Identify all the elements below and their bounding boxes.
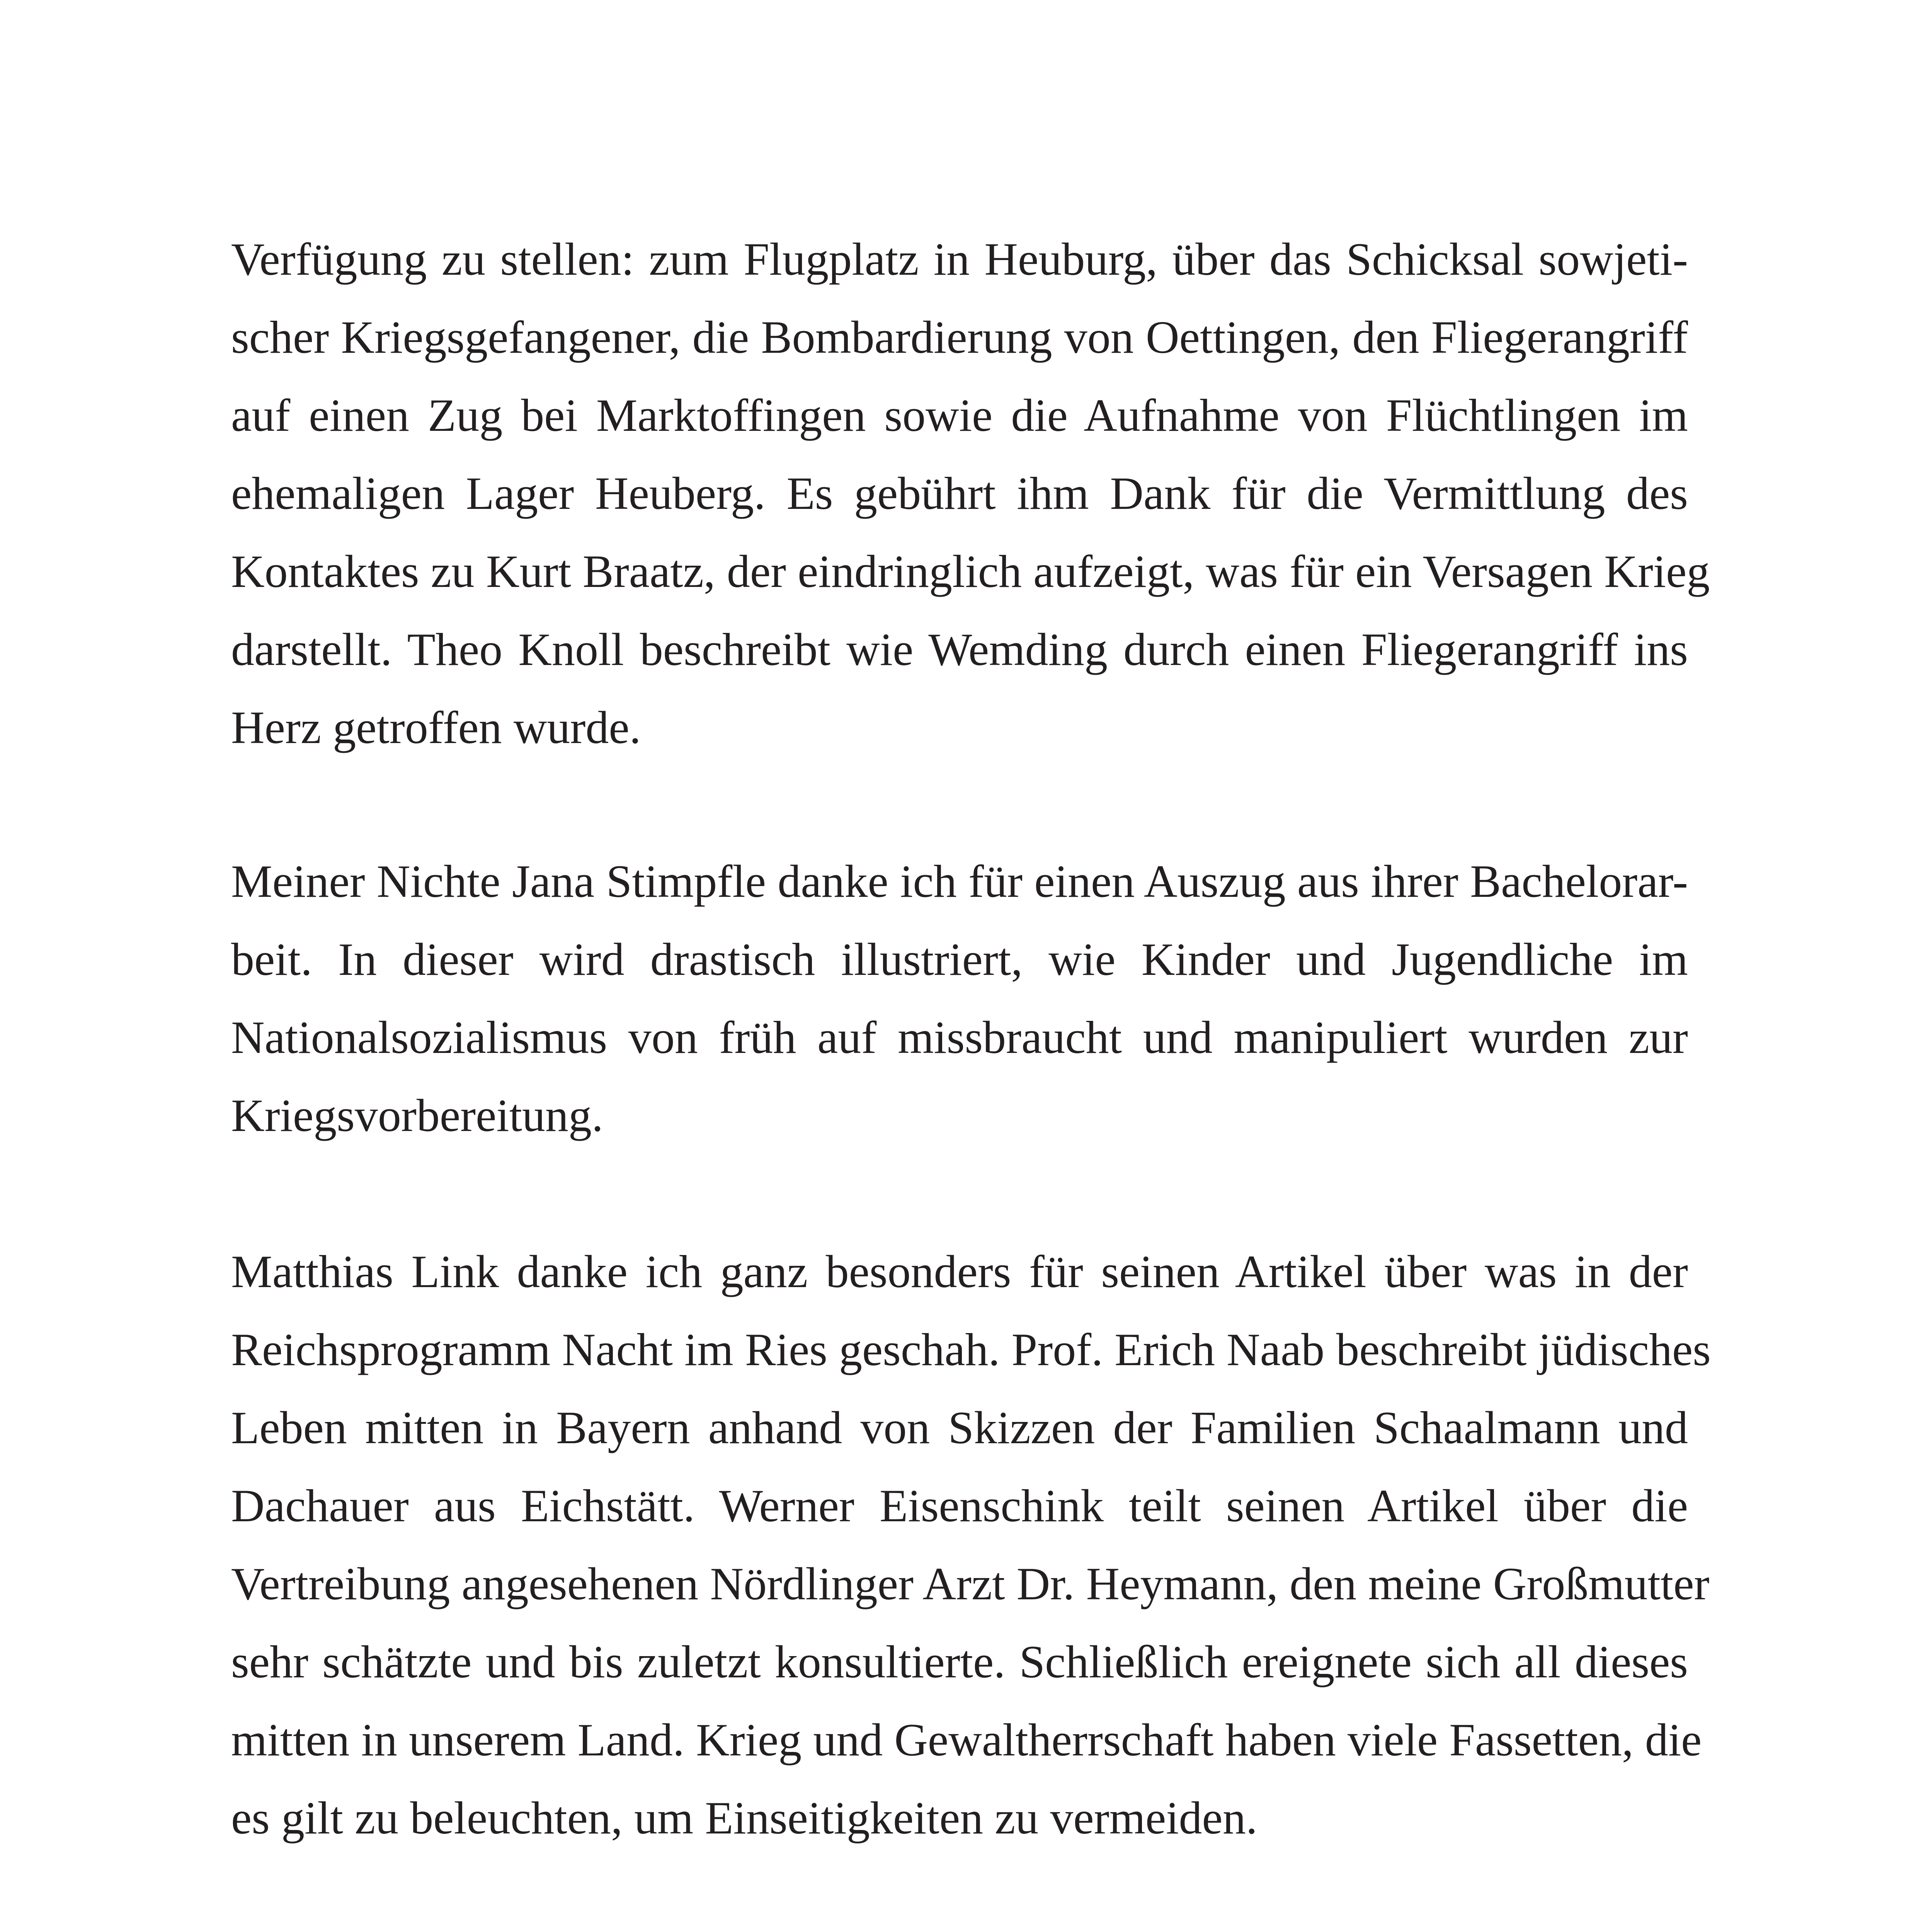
paragraph-line: Vertreibung angesehenen Nördlinger Arzt Dr. Heymann, den meine Großmutter (231, 1558, 1710, 1609)
paragraph-line: sehr schätzte und bis zuletzt konsultierte. Schließlich ereignete sich all dieses (231, 1636, 1688, 1687)
paragraph-line: Kriegsvorbereitung. (231, 1090, 604, 1141)
paragraph-line: Verfügung zu stellen: zum Flugplatz in Heuburg, über das Schicksal sowjeti- (231, 233, 1688, 285)
paragraph-line: Dachauer aus Eichstätt. Werner Eisenschink teilt seinen Artikel über die (231, 1480, 1688, 1531)
paragraph-line: Herz getroffen wurde. (231, 702, 641, 753)
paragraph-line: Reichsprogramm Nacht im Ries geschah. Prof. Erich Naab beschreibt jüdisches (231, 1324, 1711, 1375)
paragraph-line: auf einen Zug bei Marktoffingen sowie die Aufnahme von Flüchtlingen im (231, 389, 1688, 441)
paragraph-line: beit. In dieser wird drastisch illustriert, wie Kinder und Jugendliche im (231, 934, 1688, 985)
paragraph-1 (231, 220, 1710, 767)
paragraph-line: ehemaligen Lager Heuberg. Es gebührt ihm Dank für die Vermittlung des (231, 468, 1688, 519)
paragraph-line: Meiner Nichte Jana Stimpfle danke ich für einen Auszug aus ihrer Bachelorar- (231, 855, 1688, 907)
paragraph-line: mitten in unserem Land. Krieg und Gewaltherrschaft haben viele Fassetten, die (231, 1714, 1702, 1765)
paragraph-2 (231, 842, 1688, 1155)
paragraph-3 (231, 1233, 1711, 1857)
paragraph-line: Nationalsozialismus von früh auf missbraucht und manipuliert wurden zur (231, 1012, 1688, 1063)
paragraph-line: darstellt. Theo Knoll beschreibt wie Wemding durch einen Fliegerangriff ins (231, 624, 1688, 675)
paragraph-line: Kontaktes zu Kurt Braatz, der eindringlich aufzeigt, was für ein Versagen Krieg (231, 546, 1710, 597)
paragraph-line: scher Kriegsgefangener, die Bombardierung von Oettingen, den Fliegerangriff (231, 311, 1688, 363)
paragraph-line: Leben mitten in Bayern anhand von Skizzen der Familien Schaalmann und (231, 1402, 1688, 1453)
paragraph-line: Matthias Link danke ich ganz besonders für seinen Artikel über was in der (231, 1246, 1688, 1297)
paragraph-line: es gilt zu beleuchten, um Einseitigkeiten zu vermeiden. (231, 1792, 1257, 1844)
